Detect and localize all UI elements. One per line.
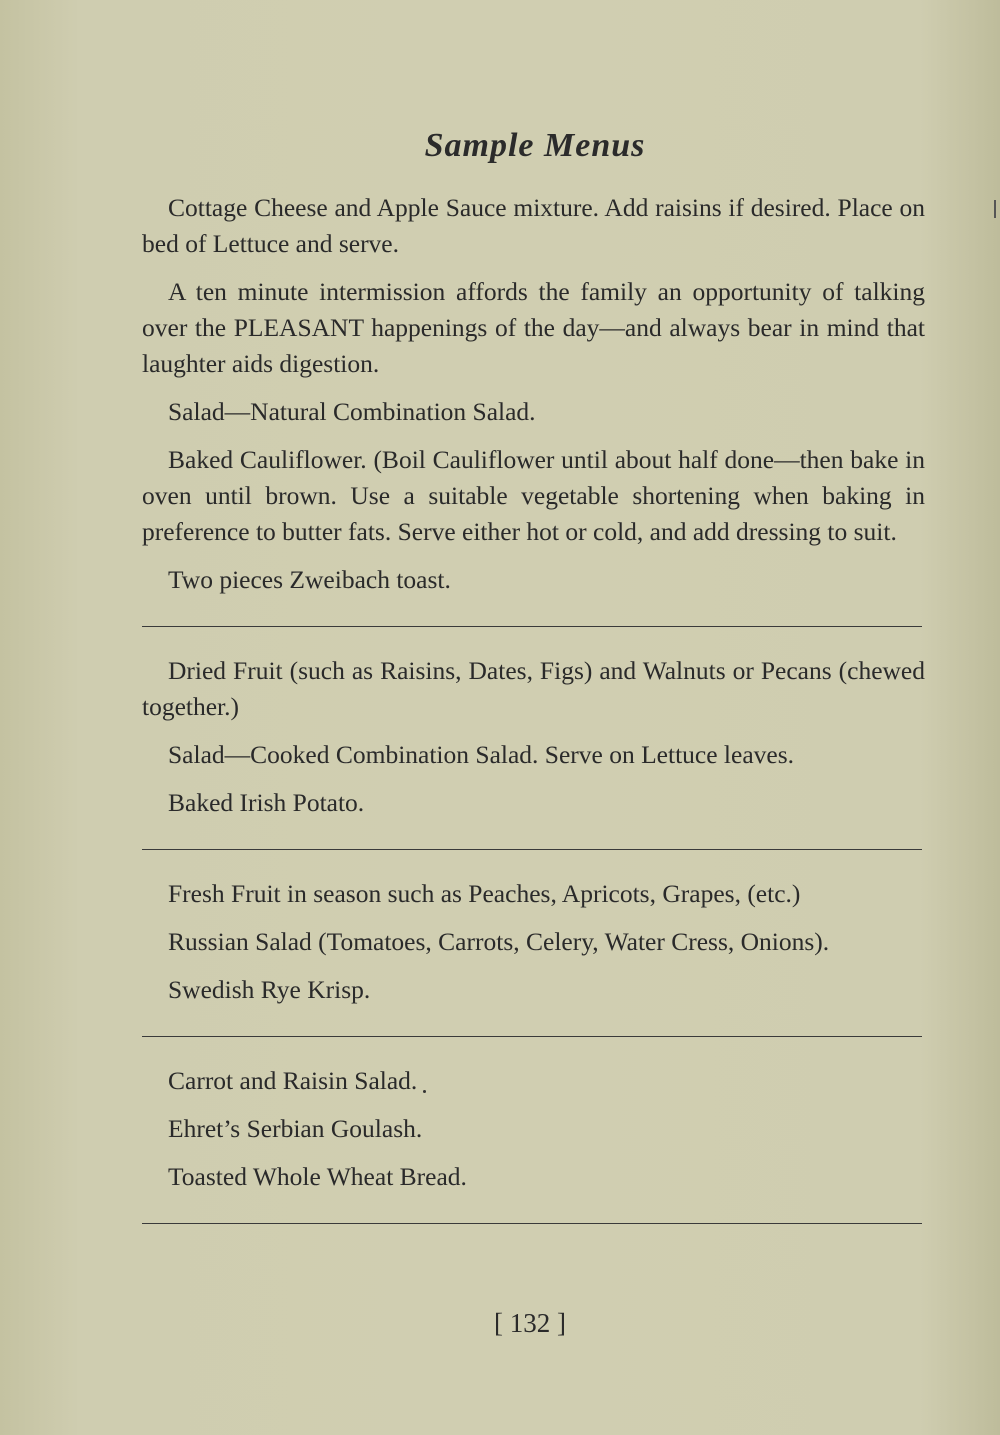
menu-paragraph: Carrot and Raisin Salad. [168,1066,418,1095]
menu-paragraph: Salad—Cooked Combination Salad. Serve on Lettuce leaves. [168,740,795,769]
menu-paragraph: Toasted Whole Wheat Bread. [168,1162,467,1191]
menu-paragraph: Ehret’s Serbian Goulash. [168,1114,423,1143]
section-divider [142,1223,922,1224]
page-number: [ 132 ] [494,1308,566,1338]
menu-paragraph: Cottage Cheese and Apple Sauce mixture. Add raisins if desired. Place on bed of Lettuce and serve. [142,193,925,258]
page-body [142,190,925,1224]
menu-section-1 [142,190,925,627]
menu-paragraph: Salad—Natural Combination Salad. [168,397,536,426]
menu-section-3 [142,850,925,1037]
menu-paragraph: Baked Cauliflower. (Boil Cauliflower until about half done—then bake in oven until brown. Use a suitable vegetable shortening when baking in preference to butter fats. Serve either hot or cold, and add dressing to suit. [142,445,925,546]
stray-dot [423,1090,426,1093]
menu-paragraph: Two pieces Zweibach toast. [168,565,451,594]
menu-paragraph: A ten minute intermission affords the family an opportunity of talking over the PLEASANT happenings of the day—and always bear in mind that laughter aids digestion. [142,277,925,378]
margin-mark [994,200,996,218]
menu-paragraph: Fresh Fruit in season such as Peaches, Apricots, Grapes, (etc.) [168,879,801,908]
menu-paragraph: Dried Fruit (such as Raisins, Dates, Figs) and Walnuts or Pecans (chewed together.) [142,656,925,721]
menu-section-2 [142,627,925,850]
menu-paragraph: Baked Irish Potato. [168,788,365,817]
menu-paragraph: Russian Salad (Tomatoes, Carrots, Celery, Water Cress, Onions). [168,927,830,956]
page-title: Sample Menus [424,127,646,164]
menu-section-4 [142,1037,925,1224]
menu-paragraph: Swedish Rye Krisp. [168,975,371,1004]
